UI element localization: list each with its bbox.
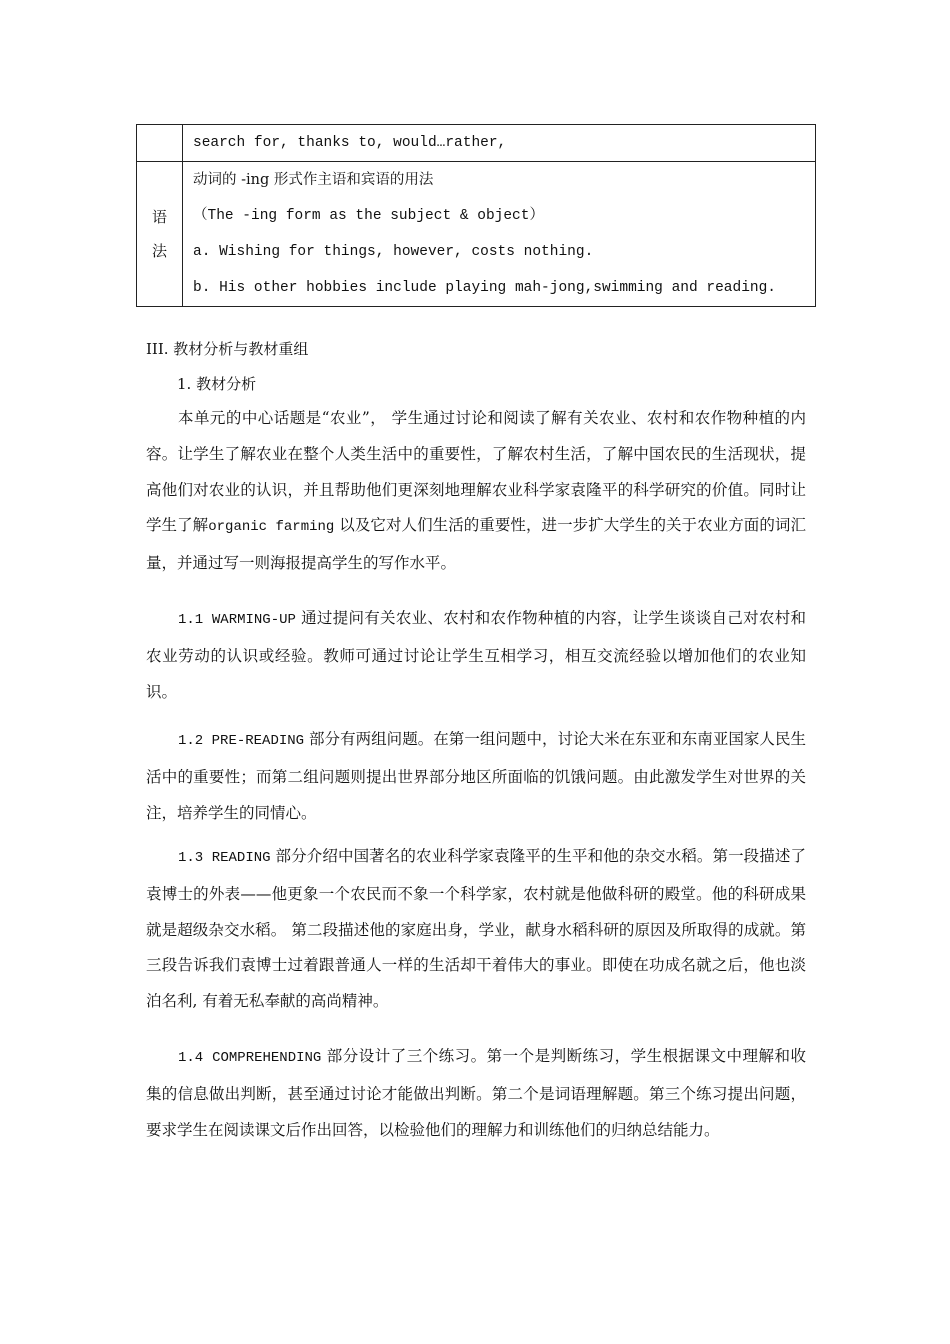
paragraph-text: 部分有两组问题。在第一组问题中，讨论大米在东亚和东南亚国家人民生活中的重要性；而第二组问题则提出世界部分地区所面临的饥饿问题。由此激发学生对世界的关注，培养学生的同情心。 [146,730,806,822]
row-label-empty [137,125,183,162]
vocabulary-grammar-table [136,124,816,307]
paragraph-text: 通过提问有关农业、农村和农作物种植的内容，让学生谈谈自己对农村和农业劳动的认识或经验。教师可通过讨论让学生互相学习，相互交流经验以增加他们的农业知识。 [146,609,806,701]
phrases-text: search for, thanks to, would…rather, [193,135,507,151]
section-subheading: 1. 教材分析 [177,375,257,393]
paragraph-section-label: 1.1 WARMING-UP [178,612,296,628]
grammar-example-a: a. Wishing for things, however, costs nothing. [193,244,594,260]
paragraph-warming-up [146,601,806,710]
paragraph-text: 本单元的中心话题是“农业”， 学生通过讨论和阅读了解有关农业、农村和农作物种植的内容。让学生了解农业在整个人类生活中的重要性，了解农村生活，了解中国农民的生活现状，提高他们对农业的认识，并且帮助他们更深刻地理解农业科学家袁隆平的科学研究的价值。同时让学生了解 [146,409,806,535]
paragraph-pre-reading [146,722,806,831]
paragraph-text: 部分设计了三个练习。第一个是判断练习，学生根据课文中理解和收集的信息做出判断，甚至通过讨论才能做出判断。第二个是词语理解题。第三个练习提出问题，要求学生在阅读课文后作出回答，以检验他们的理解力和训练他们的归纳总结能力。 [146,1047,807,1139]
paragraph-overview [146,401,806,582]
table-row [137,162,816,307]
paragraph-section-label: 1.4 COMPREHENDING [178,1050,322,1066]
paragraph-text: 以及它对人们生活的重要性，进一步扩大学生的关于农业方面的词汇量，并通过写一则海报提高学生的写作水平。 [146,516,806,573]
section-heading: III. 教材分析与教材重组 [146,340,309,358]
grammar-label-cell [137,162,183,307]
grammar-example-b: b. His other hobbies include playing mah-jong,swimming and reading. [193,280,776,296]
paragraph-comprehending [146,1039,806,1148]
grammar-title: 动词的 -ing 形式作主语和宾语的用法 [193,172,434,188]
grammar-label-char-1: 语 [151,208,167,226]
paragraph-reading [146,839,806,1020]
grammar-subtitle: （The -ing form as the subject & object） [193,208,544,224]
paragraph-english-term: organic farming [208,519,335,536]
paragraph-section-label: 1.3 READING [178,850,271,866]
phrases-cell [183,125,816,162]
grammar-label-char-2: 法 [151,242,167,260]
table-row [137,125,816,162]
grammar-cell [183,162,816,307]
paragraph-text: 部分介绍中国著名的农业科学家袁隆平的生平和他的杂交水稻。第一段描述了袁博士的外表——他更象一个农民而不象一个科学家，农村就是他做科研的殿堂。他的科研成果就是超级杂交水稻。 第二段描述他的家庭出身，学业，献身水稻科研的原因及所取得的成就。第三段告诉我们袁博士过着跟普通人一样的生活却干着伟大的事业。即使在功成名就之后，他也淡泊名利, 有着无私奉献的高尚精神。 [146,847,806,1011]
paragraph-section-label: 1.2 PRE-READING [178,733,305,749]
